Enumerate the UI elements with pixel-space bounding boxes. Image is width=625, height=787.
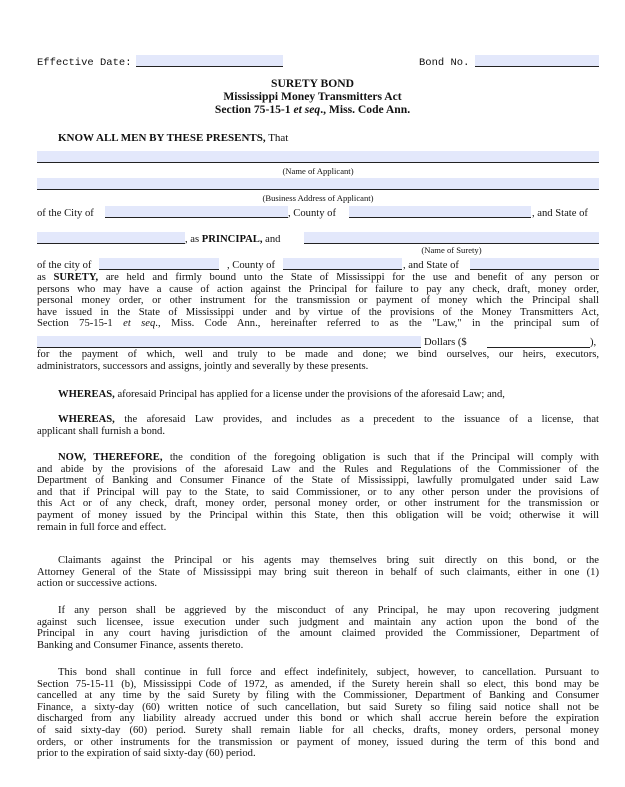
applicant-county-label: , County of [288, 208, 336, 219]
dollars-close: ), [590, 337, 597, 348]
surety-city-field[interactable] [99, 258, 219, 270]
effective-date-label: Effective Date: [37, 57, 132, 69]
business-address-caption: (Business Address of Applicant) [262, 193, 374, 203]
continuance-paragraph: This bond shall continue in full force and effect indefinitely, subject, however, to cancellation. Pursuant to Section 75-15-11 (b), Mississippi Code of 1972, as amended, if the Surety herein shall so elect, this bond may be cancelled at any time by the said Surety by filing with the Commissioner, Department of Banking and Consumer Finance, a sixty-day (60) written notice of such cancellation, but said Surety so filing said notice shall not be discharged from any liability already accrued under this bond or which shall accrue herein before the expiration of said sixty-day (60) period. Surety shall remain liable for all checks, drafts, money orders, personal money orders, or other instruments for the transmission or payment of money, issued during the term of this bond and prior to the expiration of said sixty-day (60) period. [37, 667, 599, 760]
applicant-city-field[interactable] [105, 206, 288, 218]
bond-no-label: Bond No. [419, 57, 470, 69]
surety-name-field[interactable] [304, 232, 599, 244]
now-therefore: NOW, THEREFORE, the condition of the foregoing obligation is such that if the Principal will comply with and abide by the provisions of the aforesaid Law and the Rules and Regulations of the Commissioner of the Department of Banking and Consumer Finance of the State of Mississippi, lawfully promulgated under said Law and that if Principal will pay to the State, to said Commissioner, or to any other person under the provisions of this Act or of any check, draft, money order, personal money order, or other instrument for the transmission or payment of money issued by the Principal within this State, then this obligation will be void; otherwise it will remain in full force and effect. [37, 452, 599, 533]
dollars-label: Dollars ($ [424, 337, 467, 348]
bond-no-field[interactable] [475, 55, 599, 67]
know-all-men: KNOW ALL MEN BY THESE PRESENTS, That [58, 132, 289, 144]
surety-state-field[interactable] [470, 258, 599, 270]
whereas-2: WHEREAS, the aforesaid Law provides, and includes as a precedent to the issuance of a license, that applicant shall furnish a bond. [37, 414, 599, 437]
aggrieved-paragraph: If any person shall be aggrieved by the misconduct of any Principal, he may upon recovering judgment against such licensee, issue execution under such judgment and maintain any action upon the bond of the Principal in any court having jurisdiction of the amount claimed provided the Commissioner, Department of Banking and Consumer Finance, assents thereto. [37, 605, 599, 651]
title-section: Section 75-15-1 et seq., Miss. Code Ann. [214, 103, 411, 116]
whereas-1: WHEREAS, aforesaid Principal has applied for a license under the provisions of the aforesaid Law; and, [58, 389, 505, 400]
business-address-field[interactable] [37, 178, 599, 190]
title-act: Mississippi Money Transmitters Act [223, 90, 402, 103]
applicant-city-label: of the City of [37, 208, 94, 219]
claimants-paragraph: Claimants against the Principal or his agents may themselves bring suit directly on this bond, or the Attorney General of the State of Mississippi may bring suit thereon in behalf of such claimants, either in one (1) action or successive actions. [37, 555, 599, 590]
surety-state-label: , and State of [403, 260, 459, 271]
surety-county-field[interactable] [283, 258, 402, 270]
surety-city-label: of the city of [37, 260, 92, 271]
effective-date-field[interactable] [136, 55, 283, 67]
applicant-county-field[interactable] [349, 206, 531, 218]
title-surety-bond: SURETY BOND [271, 77, 354, 90]
applicant-name-field[interactable] [37, 151, 599, 163]
surety-county-label: , County of [227, 260, 275, 271]
principal-field[interactable] [37, 232, 185, 244]
principal-label: , as PRINCIPAL, and [185, 234, 281, 245]
surety-paragraph: as SURETY, are held and firmly bound unto the State of Mississippi for the use and benefit of any person or persons who may have a cause of action against the Principal for failure to pay any check, draft, money order, personal money order, or other instrument for the transmission or payment of money which the Principal shall have issued in the State of Mississippi under and by virtue of the provisions of the Money Transmitters Act, Section 75-15-1 et seq., Miss. Code Ann., hereinafter referred to as the "Law," in the principal sum of [37, 272, 599, 330]
principal-sum-words-field[interactable] [37, 336, 421, 348]
applicant-name-caption: (Name of Applicant) [282, 166, 354, 176]
applicant-state-label: , and State of [532, 208, 588, 219]
principal-sum-amount-field[interactable] [487, 336, 590, 348]
surety-name-caption: (Name of Surety) [421, 245, 482, 255]
surety-paragraph-end: for the payment of which, well and truly to be made and done; we bind ourselves, our heirs, executors, administrators, successors and assigns, jointly and severally by these presents. [37, 349, 599, 372]
